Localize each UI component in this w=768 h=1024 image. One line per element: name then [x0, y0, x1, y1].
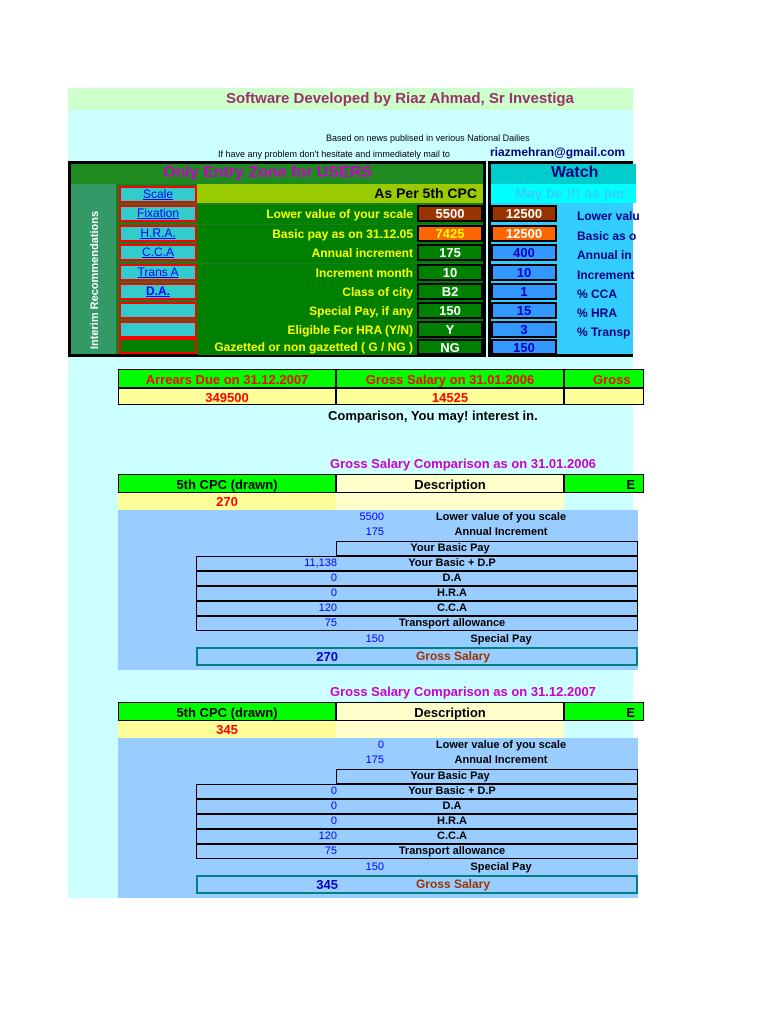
label-special-pay: Special Pay, if any — [309, 304, 413, 318]
table2-desc-7: Transport allowance — [398, 845, 506, 857]
table1-title: Gross Salary Comparison as on 31.01.2006 — [330, 456, 596, 471]
watch-zone — [488, 161, 640, 357]
label-eligible-hra: Eligible For HRA (Y/N) — [287, 323, 413, 337]
row-annual-increment — [197, 244, 483, 263]
row-increment-month — [197, 264, 483, 283]
watch-subheader — [491, 184, 636, 203]
entry-zone — [68, 161, 486, 357]
table2-num-7: 75 — [324, 845, 337, 857]
watch-label-cca: % CCA — [577, 287, 618, 301]
table2-desc-1: Annual Increment — [454, 754, 548, 766]
table1-row-4 — [196, 571, 638, 586]
table2-num-0: 0 — [377, 739, 384, 751]
watch-increment-month: 10 — [491, 264, 557, 281]
table1-row-2 — [336, 541, 638, 556]
table2-body — [118, 738, 638, 898]
title-bar — [68, 88, 633, 110]
table1-row-7 — [196, 616, 638, 631]
table1-num-6: 120 — [318, 602, 337, 614]
row-lower-scale — [197, 205, 483, 224]
spreadsheet — [68, 88, 640, 898]
table2-desc-5: H.R.A — [437, 815, 467, 827]
table2-num-4: 0 — [330, 800, 337, 812]
input-gazetted[interactable]: NG — [417, 339, 483, 355]
watch-label-transport: % Transp — [577, 325, 631, 339]
table2-desc-sub — [336, 721, 564, 738]
watch-transport: 3 — [491, 321, 557, 338]
label-gazetted: Gazetted or non gazetted ( G / NG ) — [214, 340, 413, 354]
link-da[interactable]: D.A. — [119, 283, 197, 300]
watch-hra: 15 — [491, 302, 557, 319]
gross-extra-header: Gross — [564, 369, 644, 388]
row-special-pay — [197, 302, 483, 321]
table2-row-7 — [196, 844, 638, 859]
table1-total-top: 270 — [118, 493, 336, 510]
source-note: Based on news publised in verious National Dailies — [326, 133, 530, 143]
input-special-pay[interactable]: 150 — [417, 302, 483, 319]
side-strip — [71, 184, 116, 354]
table1-num-8: 150 — [365, 633, 384, 645]
gross-2006-value: 14525 — [336, 388, 564, 405]
table2-row-2 — [336, 769, 638, 784]
watch-subtitle: May be !!! as per — [515, 185, 626, 201]
label-lower-scale: Lower value of your scale — [266, 207, 413, 221]
table1-desc-1: Annual Increment — [454, 526, 548, 538]
table1-num-3: 11,138 — [304, 557, 337, 569]
input-annual-increment[interactable]: 175 — [417, 244, 483, 261]
page-title: Software Developed by Riaz Ahmad, Sr Investiga — [226, 90, 574, 107]
table2-col-e: E — [564, 702, 644, 721]
table2-col-desc: Description — [336, 702, 564, 721]
table1-col-cpc: 5th CPC (drawn) — [118, 474, 336, 493]
table1-row-3 — [196, 556, 638, 571]
input-increment-month[interactable]: 10 — [417, 264, 483, 281]
input-class-city[interactable]: B2 — [417, 283, 483, 300]
table2-gross-num: 345 — [316, 877, 338, 892]
watch-title: Watch — [551, 164, 599, 181]
entry-zone-header — [71, 164, 483, 184]
table2-desc-2: Your Basic Pay — [410, 770, 490, 782]
watch-label-annual: Annual in — [577, 248, 632, 262]
link-empty-1[interactable] — [119, 302, 197, 319]
row-gazetted — [197, 339, 483, 355]
label-class-city: Class of city — [342, 285, 413, 299]
table2-desc-4: D.A — [442, 800, 462, 812]
table1-col-e: E — [564, 474, 644, 493]
input-lower-scale[interactable]: 5500 — [417, 205, 483, 222]
watch-label-basic: Basic as o — [577, 229, 637, 243]
table2-desc-0: Lower value of you scale — [435, 739, 567, 751]
side-label: Interim Recommendations — [89, 210, 101, 350]
watch-label-lower: Lower valu — [577, 209, 640, 223]
table2-row-3 — [196, 784, 638, 799]
contact-note: If have any problem don't hesitate and immediately mail to — [218, 149, 450, 159]
table2-desc-6: C.C.A — [437, 830, 467, 842]
table2-col-cpc: 5th CPC (drawn) — [118, 702, 336, 721]
table1-desc-7: Transport allowance — [398, 617, 506, 629]
table1-desc-8: Special Pay — [470, 633, 532, 645]
table1-desc-sub — [336, 493, 564, 510]
row-eligible-hra — [197, 321, 483, 340]
table1-desc-4: D.A — [442, 572, 462, 584]
gross-extra-value — [564, 388, 644, 405]
watch-annual-increment: 400 — [491, 244, 557, 261]
entry-zone-title: Only Entry Zone for USERS — [163, 164, 372, 181]
table2-row-5 — [196, 814, 638, 829]
table2-row-6 — [196, 829, 638, 844]
link-empty-2[interactable] — [119, 321, 197, 338]
table1-desc-6: C.C.A — [437, 602, 467, 614]
link-trans-a[interactable]: Trans A — [119, 264, 197, 281]
label-basic-pay: Basic pay as on 31.12.05 — [272, 227, 413, 241]
link-scale[interactable]: Scale — [119, 186, 197, 203]
table1-num-0: 5500 — [359, 511, 384, 523]
cpc-column-header — [197, 184, 483, 203]
table1-row-6 — [196, 601, 638, 616]
watch-cca: 1 — [491, 283, 557, 300]
gross-2006-header: Gross Salary on 31.01.2006 — [336, 369, 564, 388]
link-cca[interactable]: C.C.A — [119, 244, 197, 261]
link-empty-3[interactable] — [119, 338, 197, 354]
arrears-header: Arrears Due on 31.12.2007 — [118, 369, 336, 388]
table1-num-4: 0 — [330, 572, 337, 584]
table2-num-5: 0 — [330, 815, 337, 827]
table1-num-7: 75 — [324, 617, 337, 629]
row-basic-pay — [197, 225, 483, 244]
link-hra[interactable]: H.R.A. — [119, 225, 197, 242]
comparison-note: Comparison, You may! interest in. — [328, 408, 538, 423]
table2-total-top: 345 — [118, 721, 336, 738]
table1-gross-num: 270 — [316, 649, 338, 664]
label-increment-month: Increment month — [315, 266, 413, 280]
table2-num-1: 175 — [365, 754, 384, 766]
watch-label-hra: % HRA — [577, 306, 618, 320]
table1-body — [118, 510, 638, 670]
table2-desc-3: Your Basic + D.P — [408, 785, 496, 797]
table2-gross-row — [196, 875, 638, 894]
table2-num-8: 150 — [365, 861, 384, 873]
table1-row-5 — [196, 586, 638, 601]
table2-row-4 — [196, 799, 638, 814]
table2-gross-desc: Gross Salary — [415, 877, 491, 891]
table1-desc-3: Your Basic + D.P — [408, 557, 496, 569]
table1-gross-row — [196, 647, 638, 666]
table1-num-1: 175 — [365, 526, 384, 538]
table1-desc-5: H.R.A — [437, 587, 467, 599]
contact-email[interactable]: riazmehran@gmail.com — [490, 145, 626, 159]
watch-header — [491, 164, 636, 184]
table1-desc-0: Lower value of you scale — [435, 511, 567, 523]
row-class-city — [197, 283, 483, 302]
table1-num-5: 0 — [330, 587, 337, 599]
watch-label-increment: Increment — [577, 268, 635, 282]
table1-col-desc: Description — [336, 474, 564, 493]
watch-gazetted: 150 — [491, 339, 557, 355]
table2-desc-8: Special Pay — [470, 861, 532, 873]
table2-num-3: 0 — [330, 785, 337, 797]
link-fixation[interactable]: Fixation — [119, 205, 197, 222]
arrears-value: 349500 — [118, 388, 336, 405]
label-annual-increment: Annual increment — [311, 246, 413, 260]
table1-gross-desc: Gross Salary — [415, 649, 491, 663]
watch-lower-scale: 12500 — [491, 205, 557, 222]
input-basic-pay[interactable]: 7425 — [417, 225, 483, 242]
cpc-column-title: As Per 5th CPC — [374, 185, 477, 201]
table2-num-6: 120 — [318, 830, 337, 842]
watch-basic: 12500 — [491, 225, 557, 242]
table2-title: Gross Salary Comparison as on 31.12.2007 — [330, 684, 596, 699]
table1-desc-2: Your Basic Pay — [410, 542, 490, 554]
input-eligible-hra[interactable]: Y — [417, 321, 483, 338]
